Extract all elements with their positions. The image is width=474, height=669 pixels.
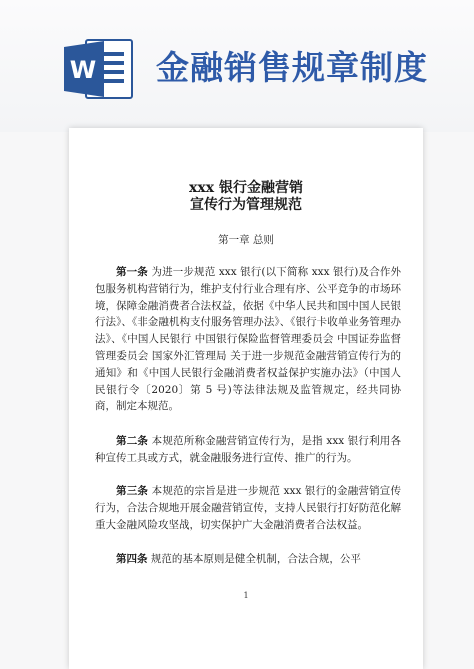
article-2 <box>95 433 401 467</box>
document-page <box>69 128 423 669</box>
article-4-text: 规范的基本原则是健全机制，合法合规，公平 <box>150 553 361 565</box>
article-3-text: 本规范的宗旨是进一步规范 xxx 银行的金融营销宣传行为，合法合规地开展金融营销宣传，支持人民银行打好防范化解重大金融风险攻坚战，切实保护广大金融消费者合法权益。 <box>95 485 401 531</box>
chapter-heading: 第一章 总则 <box>218 234 274 246</box>
article-1-text: 为进一步规范 xxx 银行(以下简称 xxx 银行)及合作外包服务机构营销行为，维护支付行业合理有序、公平竞争的市场环境，保障金融消费者合法权益，依据《中华人民共和国中国人民银行法》、《非金融机构支付服务管理办法》、《银行卡收单业务管理办法》、《中国人民银行 中国银行保险监督管理委员会 中国证券监督管理委员会 国家外汇管理局 关于进一步规范金融营销宣传行为的通知》和《中国人民银行金融消费者权益保护实施办法》（中国人民银行令〔2020〕第 5 号)等法律法规及监管规定，经共同协商，制定本规范。 <box>95 266 401 413</box>
article-1-label: 第一条 <box>116 266 148 278</box>
banner-title: 金融销售规章制度 <box>156 48 428 87</box>
article-2-label: 第二条 <box>116 435 149 447</box>
document-title-line-2: 宣传行为管理规范 <box>190 197 302 213</box>
article-2-text: 本规范所称金融营销宣传行为，是指 xxx 银行利用各种宣传工具或方式，就金融服务进行宣传、推广的行为。 <box>95 435 401 464</box>
article-3 <box>95 483 401 533</box>
banner <box>0 0 474 132</box>
article-4 <box>95 551 401 568</box>
article-1 <box>95 264 401 415</box>
page-number: 1 <box>243 591 249 600</box>
article-4-label: 第四条 <box>116 553 148 565</box>
word-logo-letter: W <box>69 56 97 84</box>
word-document-icon <box>62 38 134 100</box>
document-title-line-1: xxx 银行金融营销 <box>189 180 303 196</box>
article-3-label: 第三条 <box>116 485 149 497</box>
